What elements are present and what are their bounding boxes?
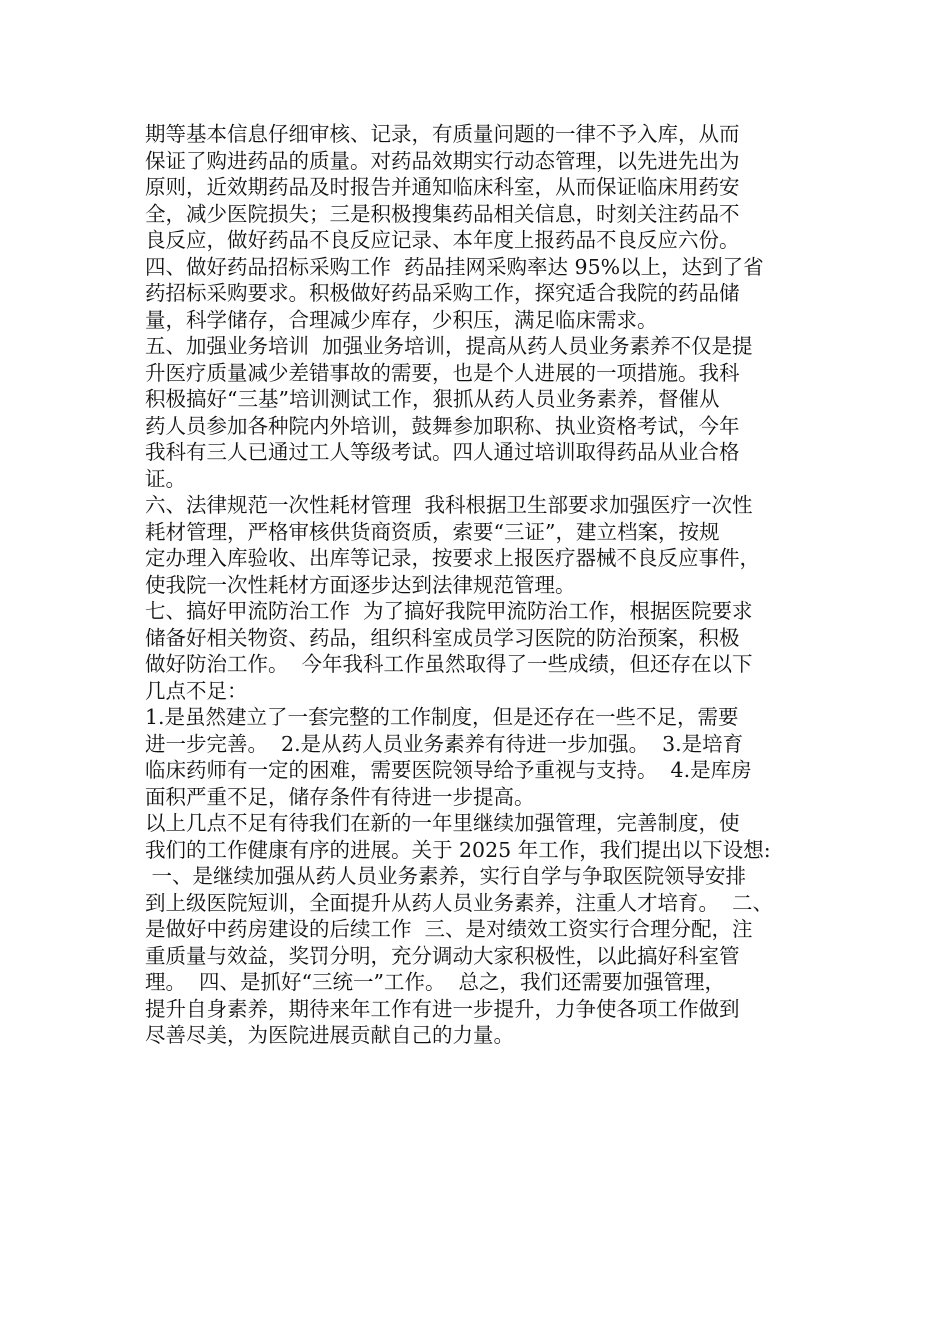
text-line: 一、是继续加强从药人员业务素养，实行自学与争取医院领导安排 [145,864,747,888]
text-line: 证。 [145,466,186,491]
section-heading-line: 六、法律规范一次性耗材管理 我科根据卫生部要求加强医疗一次性 [145,493,753,517]
text-line: 储备好相关物资、药品，组织科室成员学习医院的防治预案，积极 [145,625,740,650]
text-line: 使我院一次性耗材方面逐步达到法律规范管理。 [145,572,576,597]
text-line: 升医疗质量减少差错事故的需要，也是个人进展的一项措施。我科 [145,360,740,385]
text-line: 量，科学储存，合理减少库存，少积压，满足临床需求。 [145,307,658,332]
text-line: 到上级医院短训，全面提升从药人员业务素养，注重人才培育。 二、 [145,890,774,915]
text-line: 原则，近效期药品及时报告并通知临床科室，从而保证临床用药安 [145,175,740,199]
text-line: 耗材管理，严格审核供货商资质，索要“三证”，建立档案，按规 [145,519,720,544]
text-line: 以上几点不足有待我们在新的一年里继续加强管理，完善制度，使 [145,811,740,835]
text-line: 几点不足： [145,678,248,703]
text-line: 尽善尽美，为医院进展贡献自己的力量。 [145,1023,514,1047]
text-line: 我们的工作健康有序的进展。关于 2025 年工作，我们提出以下设想: [145,837,771,862]
text-line: 全，减少医院损失；三是积极搜集药品相关信息，时刻关注药品不 [145,201,740,226]
document-body [145,121,815,1049]
text-line: 我科有三人已通过工人等级考试。四人通过培训取得药品从业合格 [145,440,740,464]
section-heading-line: 七、搞好甲流防治工作 为了搞好我院甲流防治工作，根据医院要求 [145,599,753,623]
text-line: 积极搞好“三基”培训测试工作，狠抓从药人员业务素养，督催从 [145,387,720,411]
list-item-line: 面积严重不足，储存条件有待进一步提高。 [145,784,535,809]
text-line: 保证了购进药品的质量。对药品效期实行动态管理，以先进先出为 [145,148,740,173]
section-heading-line: 五、加强业务培训 加强业务培训，提高从药人员业务素养不仅是提 [145,334,753,358]
text-line: 是做好中药房建设的后续工作 三、是对绩效工资实行合理分配，注 [145,917,753,941]
list-item-line: 1.是虽然建立了一套完整的工作制度，但是还存在一些不足，需要 [145,705,739,729]
text-line: 定办理入库验收、出库等记录，按要求上报医疗器械不良反应事件， [145,546,760,570]
text-line: 重质量与效益，奖罚分明，充分调动大家积极性，以此搞好科室管 [145,943,740,968]
text-line: 药招标采购要求。积极做好药品采购工作，探究适合我院的药品储 [145,281,740,305]
list-item-line: 进一步完善。 2.是从药人员业务素养有待进一步加强。 3.是培育 [145,731,744,756]
text-line: 做好防治工作。 今年我科工作虽然取得了一些成绩，但还存在以下 [145,652,753,676]
text-line: 良反应，做好药品不良反应记录、本年度上报药品不良反应六份。 [145,228,740,252]
section-heading-line: 四、做好药品招标采购工作 药品挂网采购率达 95%以上，达到了省 [145,254,764,279]
text-line: 提升自身素养，期待来年工作有进一步提升，力争使各项工作做到 [145,996,740,1021]
text-line: 期等基本信息仔细审核、记录，有质量问题的一律不予入库，从而 [145,122,740,146]
text-line: 药人员参加各种院内外培训，鼓舞参加职称、执业资格考试，今年 [145,413,740,438]
text-line: 理。 四、是抓好“三统一”工作。 总之，我们还需要加强管理， [145,970,726,994]
list-item-line: 临床药师有一定的困难，需要医院领导给予重视与支持。 4.是库房 [145,758,752,782]
